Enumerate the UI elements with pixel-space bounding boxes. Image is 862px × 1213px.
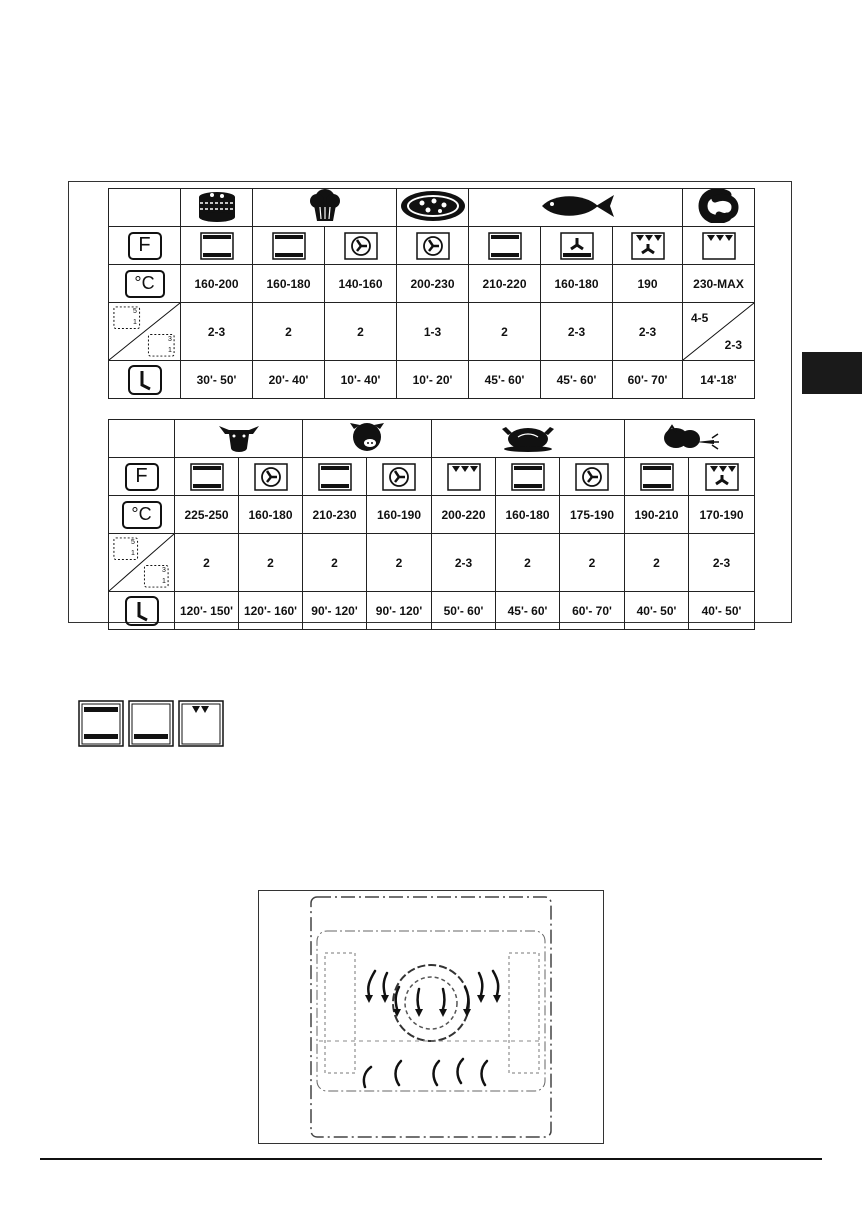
temperature-cell: 175-190 bbox=[560, 496, 625, 534]
time-cell: 120'- 160' bbox=[239, 592, 303, 630]
shelf-position-icon bbox=[109, 303, 181, 361]
shelf-cell: 2 bbox=[367, 534, 432, 592]
time-cell: 14'-18' bbox=[683, 361, 755, 399]
mode-grill-icon bbox=[432, 458, 496, 496]
shelf-number: 3 bbox=[162, 567, 166, 574]
shelf-cell: 2 bbox=[303, 534, 367, 592]
mode-fan-oven-icon bbox=[397, 227, 469, 265]
shelf-cell: 2 bbox=[253, 303, 325, 361]
mode-conventional-icon bbox=[469, 227, 541, 265]
shelf-number: 3 bbox=[168, 336, 172, 343]
time-cell: 40'- 50' bbox=[625, 592, 689, 630]
beef-icon bbox=[175, 420, 303, 458]
time-cell: 90'- 120' bbox=[303, 592, 367, 630]
time-cell: 45'- 60' bbox=[469, 361, 541, 399]
shelf-cell: 2 bbox=[469, 303, 541, 361]
fan-label: F bbox=[128, 232, 162, 260]
temperature-cell: 200-230 bbox=[397, 265, 469, 303]
temperature-cell: 160-180 bbox=[541, 265, 613, 303]
mode-conventional-icon bbox=[253, 227, 325, 265]
shelf-cell: 2 bbox=[239, 534, 303, 592]
time-cell: 120'- 150' bbox=[175, 592, 239, 630]
shelf-number: 5 bbox=[133, 308, 137, 315]
time-cell: 20'- 40' bbox=[253, 361, 325, 399]
mode-conventional-icon bbox=[181, 227, 253, 265]
mode-conventional-icon bbox=[303, 458, 367, 496]
temperature-cell: 160-180 bbox=[253, 265, 325, 303]
mode-fan-grill-icon bbox=[541, 227, 613, 265]
pork-icon bbox=[303, 420, 432, 458]
legend-icons bbox=[78, 700, 228, 753]
header-empty-cell bbox=[109, 420, 175, 458]
shelf-cell: 2 bbox=[175, 534, 239, 592]
temperature-cell: 190 bbox=[613, 265, 683, 303]
shelf-number: 1 bbox=[131, 550, 135, 557]
shelf-cell: 2 bbox=[325, 303, 397, 361]
time-cell: 10'- 40' bbox=[325, 361, 397, 399]
shelf-cell: 1-3 bbox=[397, 303, 469, 361]
time-cell: 60'- 70' bbox=[560, 592, 625, 630]
bottom-heat-icon bbox=[129, 701, 173, 746]
header-empty-cell bbox=[109, 189, 181, 227]
time-cell: 10'- 20' bbox=[397, 361, 469, 399]
mode-grill-icon bbox=[683, 227, 755, 265]
fan-label-cell bbox=[109, 227, 181, 265]
shelf-cell: 2-3 bbox=[181, 303, 253, 361]
temperature-cell: 190-210 bbox=[625, 496, 689, 534]
temperature-cell: 200-220 bbox=[432, 496, 496, 534]
mode-fan-oven-icon bbox=[560, 458, 625, 496]
mode-grill-fan-icon bbox=[613, 227, 683, 265]
shelf-cell: 2 bbox=[625, 534, 689, 592]
celsius-label-cell bbox=[109, 496, 175, 534]
sausage-icon bbox=[683, 189, 755, 227]
pizza-icon bbox=[397, 189, 469, 227]
cooking-table-top bbox=[108, 188, 755, 399]
clock-icon bbox=[125, 596, 159, 626]
oven-airflow-diagram bbox=[258, 890, 604, 1144]
shelf-cell: 2 bbox=[496, 534, 560, 592]
fan-label-cell bbox=[109, 458, 175, 496]
vegetables-icon bbox=[625, 420, 755, 458]
footer-divider bbox=[40, 1158, 822, 1160]
shelf-number: 1 bbox=[133, 319, 137, 326]
celsius-label-cell bbox=[109, 265, 181, 303]
shelf-cell: 2-3 bbox=[432, 534, 496, 592]
time-cell: 50'- 60' bbox=[432, 592, 496, 630]
clock-icon bbox=[128, 365, 162, 395]
temperature-cell: 210-230 bbox=[303, 496, 367, 534]
time-cell: 60'- 70' bbox=[613, 361, 683, 399]
shelf-cell: 2-3 bbox=[613, 303, 683, 361]
celsius-label: °C bbox=[122, 501, 162, 529]
section-tab bbox=[802, 352, 862, 394]
shelf-upper: 4-5 bbox=[691, 311, 709, 325]
temperature-cell: 160-180 bbox=[239, 496, 303, 534]
shelf-lower: 2-3 bbox=[724, 338, 742, 352]
time-cell: 40'- 50' bbox=[689, 592, 755, 630]
time-cell: 90'- 120' bbox=[367, 592, 432, 630]
top-bottom-heat-icon bbox=[79, 701, 123, 746]
fish-icon bbox=[469, 189, 683, 227]
temperature-cell: 160-180 bbox=[496, 496, 560, 534]
shelf-number: 1 bbox=[168, 347, 172, 354]
muffin-icon bbox=[253, 189, 397, 227]
temperature-cell: 160-200 bbox=[181, 265, 253, 303]
clock-icon-cell bbox=[109, 592, 175, 630]
temperature-cell: 170-190 bbox=[689, 496, 755, 534]
temperature-cell: 210-220 bbox=[469, 265, 541, 303]
grill-icon bbox=[179, 701, 223, 746]
mode-fan-oven-icon bbox=[239, 458, 303, 496]
shelf-cell: 2-3 bbox=[541, 303, 613, 361]
shelf-position-icon bbox=[109, 534, 175, 592]
temperature-cell: 230-MAX bbox=[683, 265, 755, 303]
chicken-icon bbox=[432, 420, 625, 458]
shelf-number: 1 bbox=[162, 578, 166, 585]
cooking-table-bottom bbox=[108, 419, 755, 630]
shelf-cell: 2-3 bbox=[689, 534, 755, 592]
temperature-cell: 140-160 bbox=[325, 265, 397, 303]
mode-conventional-icon bbox=[496, 458, 560, 496]
time-cell: 45'- 60' bbox=[496, 592, 560, 630]
celsius-label: °C bbox=[125, 270, 165, 298]
shelf-split-cell bbox=[683, 303, 755, 361]
mode-fan-oven-icon bbox=[367, 458, 432, 496]
mode-fan-oven-icon bbox=[325, 227, 397, 265]
time-cell: 30'- 50' bbox=[181, 361, 253, 399]
shelf-cell: 2 bbox=[560, 534, 625, 592]
shelf-number: 5 bbox=[131, 539, 135, 546]
temperature-cell: 160-190 bbox=[367, 496, 432, 534]
fan-label: F bbox=[125, 463, 159, 491]
temperature-cell: 225-250 bbox=[175, 496, 239, 534]
mode-conventional-icon bbox=[625, 458, 689, 496]
mode-conventional-icon bbox=[175, 458, 239, 496]
clock-icon-cell bbox=[109, 361, 181, 399]
mode-grill-fan-icon bbox=[689, 458, 755, 496]
time-cell: 45'- 60' bbox=[541, 361, 613, 399]
cake-icon bbox=[181, 189, 253, 227]
